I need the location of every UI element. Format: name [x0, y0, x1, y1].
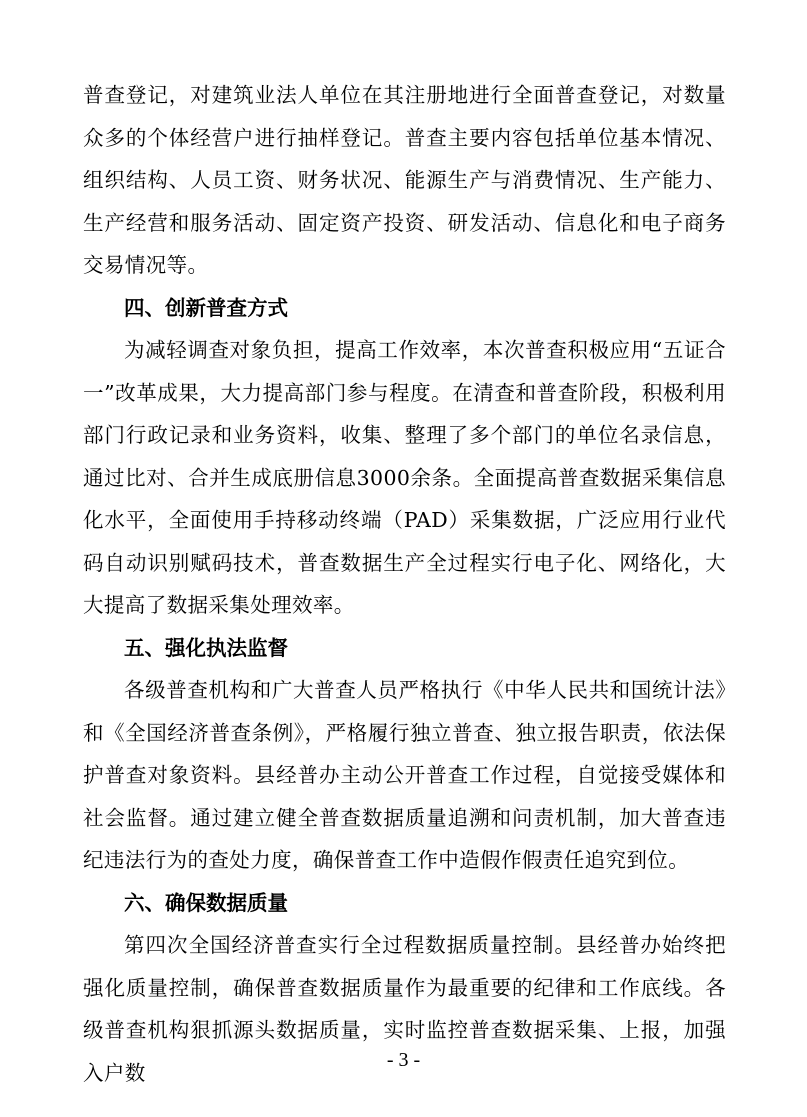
paragraph-innovation: 为减轻调查对象负担，提高工作效率，本次普查积极应用“五证合一”改革成果，大力提高部门参与程度。在清查和普查阶段，积极利用部门行政记录和业务资料，收集、整理了多个部门的单位名录信息，通过比对、合并生成底册信息3000余条。全面提高普查数据采集信息化水平，全面使用手持移动终端（PAD）采集数据，广泛应用行业代码自动识别赋码技术，普查数据生产全过程实行电子化、网络化，大大提高了数据采集处理效率。	[83, 338, 726, 617]
section-heading-6: 六、确保数据质量	[124, 890, 288, 915]
page-body	[83, 74, 726, 1094]
section-heading-5: 五、强化执法监督	[124, 635, 288, 660]
paragraph-survey-content: 普查登记，对建筑业法人单位在其注册地进行全面普查登记，对数量众多的个体经营户进行抽样登记。普查主要内容包括单位基本情况、组织结构、人员工资、财务状况、能源生产与消费情况、生产能力、生产经营和服务活动、固定资产投资、研发活动、信息化和电子商务交易情况等。	[83, 83, 726, 277]
section-heading-4: 四、创新普查方式	[124, 295, 288, 320]
paragraph-supervision: 各级普查机构和广大普查人员严格执行《中华人民共和国统计法》和《全国经济普查条例》，严格履行独立普查、独立报告职责，依法保护普查对象资料。县经普办主动公开普查工作过程，自觉接受媒体和社会监督。通过建立健全普查数据质量追溯和问责机制，加大普查违纪违法行为的查处力度，确保普查工作中造假作假责任追究到位。	[83, 678, 726, 872]
paragraph-data-quality: 第四次全国经济普查实行全过程数据质量控制。县经普办始终把强化质量控制，确保普查数据质量作为最重要的纪律和工作底线。各级普查机构狠抓源头数据质量，实时监控普查数据采集、上报，加强入户数	[83, 933, 726, 1085]
page-number: - 3 -	[386, 1049, 421, 1071]
